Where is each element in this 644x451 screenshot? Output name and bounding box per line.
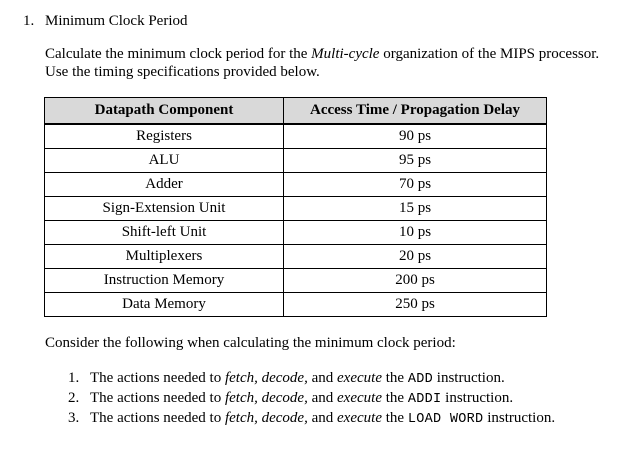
task-decode: decode, bbox=[261, 390, 308, 406]
component-cell: Adder bbox=[45, 173, 284, 197]
component-cell: Data Memory bbox=[45, 293, 284, 317]
table-row bbox=[45, 293, 547, 317]
question-title: Minimum Clock Period bbox=[45, 13, 188, 29]
delay-cell: 200 ps bbox=[284, 269, 547, 293]
task-number: 3. bbox=[68, 410, 80, 426]
task-number: 1. bbox=[68, 370, 80, 386]
header-delay: Access Time / Propagation Delay bbox=[284, 98, 547, 125]
question-intro bbox=[45, 45, 635, 81]
component-cell: Shift-left Unit bbox=[45, 221, 284, 245]
component-cell: Registers bbox=[45, 124, 284, 149]
task-decode: decode, bbox=[261, 410, 308, 426]
task-prefix: The actions needed to bbox=[90, 410, 225, 426]
list-item bbox=[68, 369, 555, 389]
list-item bbox=[68, 409, 555, 429]
intro-emphasis: Multi-cycle bbox=[311, 46, 380, 62]
intro-line-2: Use the timing specifications provided below. bbox=[45, 64, 320, 80]
task-execute: execute bbox=[337, 410, 382, 426]
intro-line-1 bbox=[45, 45, 635, 63]
delay-cell: 70 ps bbox=[284, 173, 547, 197]
task-prefix: The actions needed to bbox=[90, 370, 225, 386]
task-list bbox=[68, 369, 555, 429]
component-cell: Sign-Extension Unit bbox=[45, 197, 284, 221]
task-number: 2. bbox=[68, 390, 80, 406]
consider-text: Consider the following when calculating the minimum clock period: bbox=[45, 335, 456, 351]
delay-cell: 250 ps bbox=[284, 293, 547, 317]
intro-text-1a: Calculate the minimum clock period for the bbox=[45, 46, 312, 62]
component-cell: Multiplexers bbox=[45, 245, 284, 269]
task-fetch: fetch, bbox=[224, 370, 258, 386]
instruction-name: ADDI bbox=[407, 392, 442, 407]
table-row bbox=[45, 269, 547, 293]
task-fetch: fetch, bbox=[224, 410, 258, 426]
task-suffix: instruction. bbox=[445, 390, 514, 406]
task-and: and bbox=[311, 390, 334, 406]
timing-table bbox=[44, 97, 547, 317]
table-row bbox=[45, 124, 547, 149]
table-row bbox=[45, 197, 547, 221]
component-cell: Instruction Memory bbox=[45, 269, 284, 293]
table-row bbox=[45, 149, 547, 173]
task-prefix: The actions needed to bbox=[90, 390, 225, 406]
delay-cell: 95 ps bbox=[284, 149, 547, 173]
instruction-name: ADD bbox=[407, 372, 434, 387]
table-row bbox=[45, 173, 547, 197]
task-fetch: fetch, bbox=[224, 390, 258, 406]
delay-cell: 20 ps bbox=[284, 245, 547, 269]
task-suffix: instruction. bbox=[487, 410, 556, 426]
question-number: 1. bbox=[23, 13, 35, 29]
task-and: and bbox=[311, 410, 334, 426]
task-decode: decode, bbox=[261, 370, 308, 386]
task-suffix: instruction. bbox=[436, 370, 505, 386]
task-the: the bbox=[385, 390, 405, 406]
header-component: Datapath Component bbox=[45, 98, 284, 125]
task-the: the bbox=[385, 410, 405, 426]
task-execute: execute bbox=[337, 390, 382, 406]
table-header-row bbox=[45, 98, 547, 125]
table-row bbox=[45, 245, 547, 269]
list-item bbox=[68, 389, 555, 409]
component-cell: ALU bbox=[45, 149, 284, 173]
delay-cell: 90 ps bbox=[284, 124, 547, 149]
intro-text-1b: organization of the MIPS processor. bbox=[379, 46, 600, 62]
delay-cell: 10 ps bbox=[284, 221, 547, 245]
task-and: and bbox=[311, 370, 334, 386]
instruction-name: LOAD WORD bbox=[407, 412, 484, 427]
task-execute: execute bbox=[337, 370, 382, 386]
delay-cell: 15 ps bbox=[284, 197, 547, 221]
table-row bbox=[45, 221, 547, 245]
task-the: the bbox=[385, 370, 405, 386]
question-heading bbox=[23, 13, 188, 30]
